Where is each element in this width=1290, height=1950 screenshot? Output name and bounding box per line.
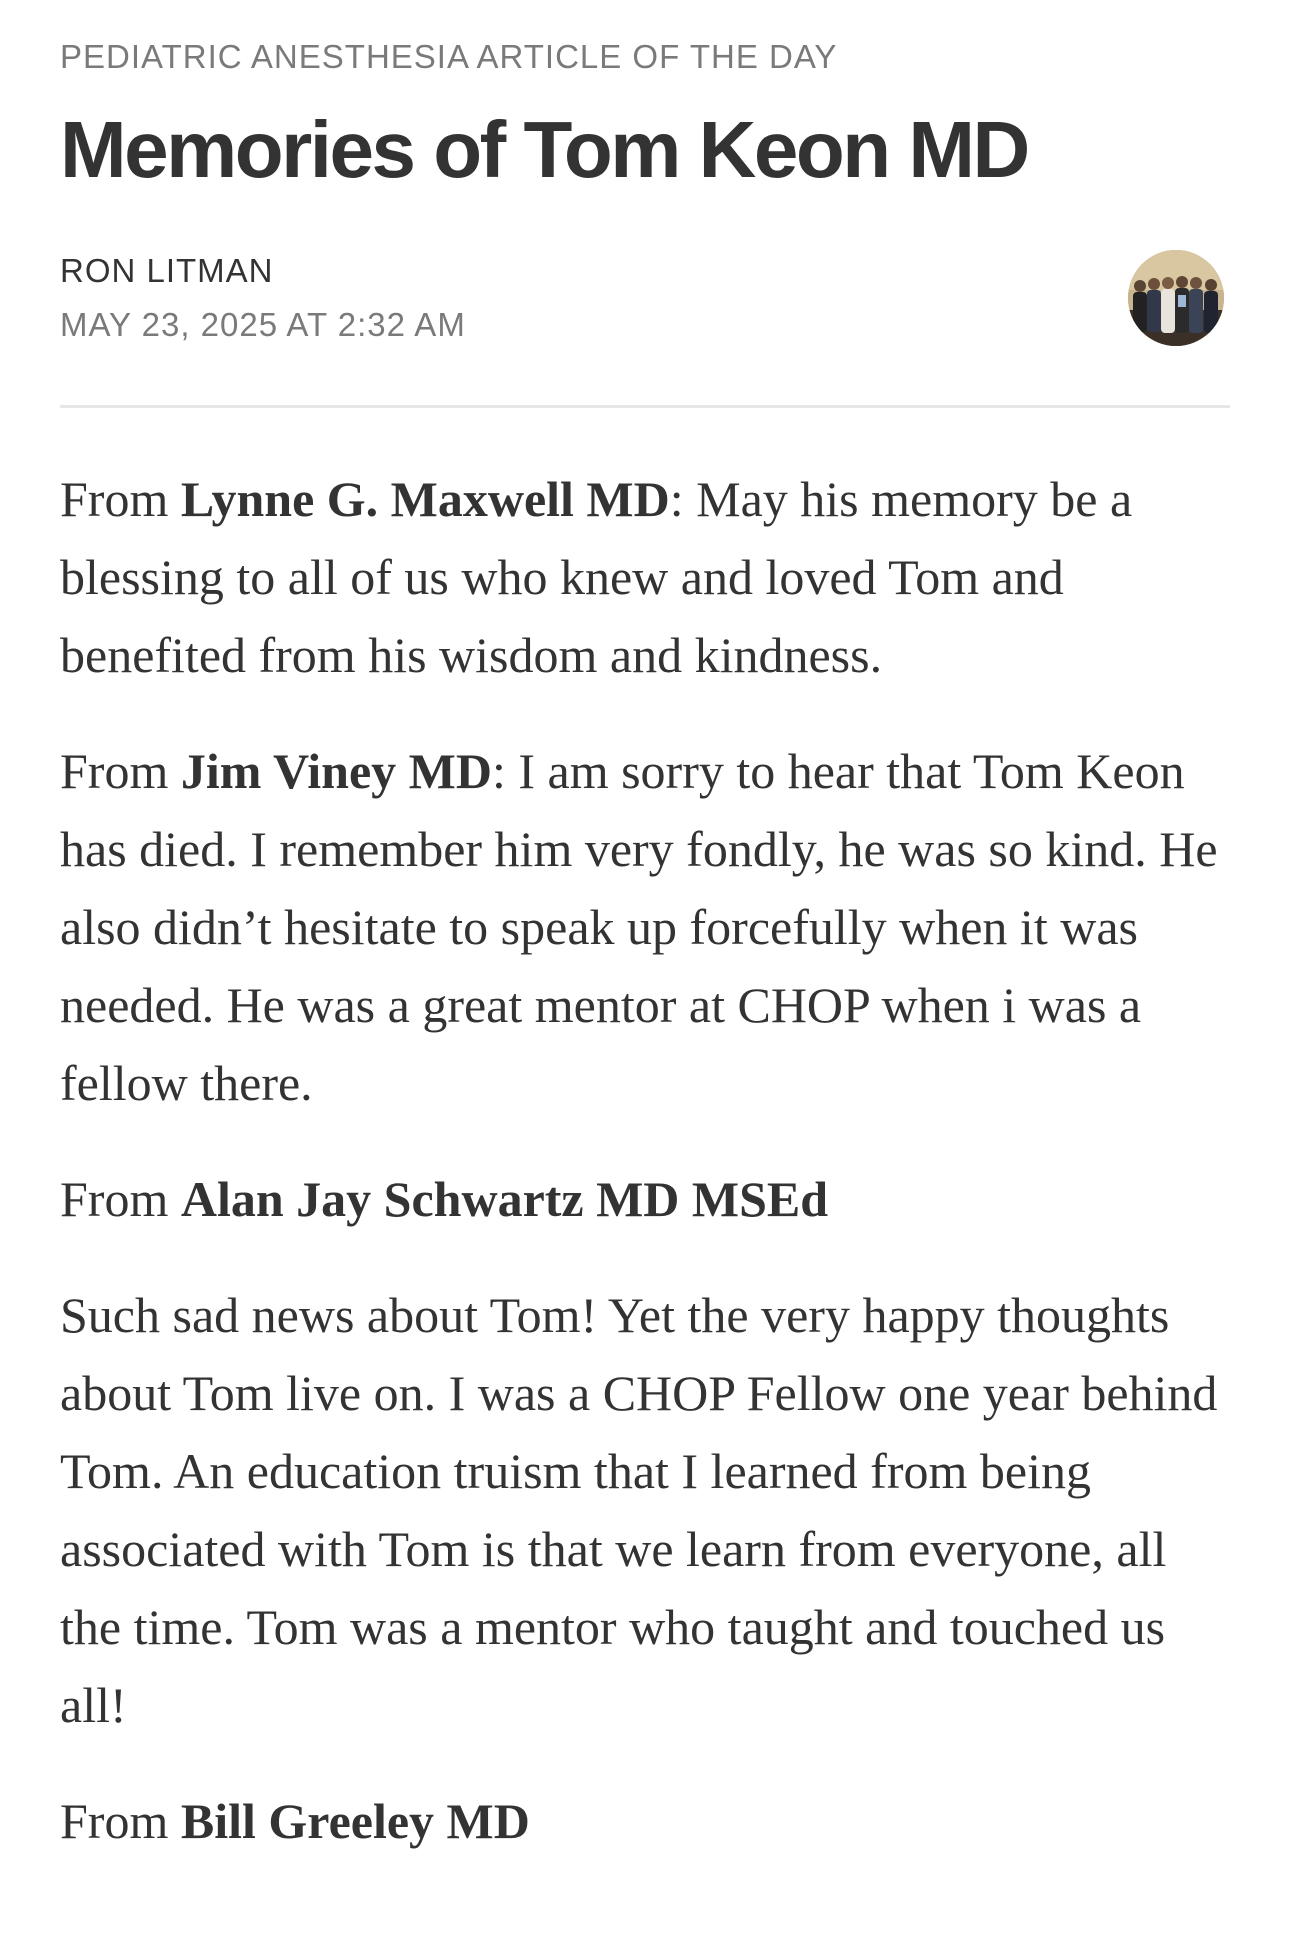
comment-author: Bill Greeley MD (180, 1793, 530, 1849)
comment-prefix: From (60, 1793, 181, 1849)
comment-text: : May his memory be a blessing to all of us who knew and loved Tom and benefited from his wisdom and kindness. (60, 471, 1133, 683)
author-name[interactable]: RON LITMAN (60, 252, 274, 289)
comment-author: Alan Jay Schwartz MD MSEd (180, 1171, 829, 1227)
comment-prefix: From (60, 471, 181, 527)
comment-text: : I am sorry to hear that Tom Keon has died. I remember him very fondly, he was so kind. He also didn’t hesitate to speak up forcefully when it was needed. He was a great mentor at CHOP when i was a fellow there. (60, 743, 1218, 1111)
header-divider (60, 405, 1230, 408)
group-photo-icon (1128, 250, 1224, 346)
article-title: Memories of Tom Keon MD (60, 105, 1028, 194)
comment-paragraph (60, 460, 1230, 694)
publish-date: MAY 23, 2025 AT 2:32 AM (60, 306, 466, 343)
comment-author: Jim Viney MD (180, 743, 492, 799)
comment-text: Such sad news about Tom! Yet the very happy thoughts about Tom live on. I was a CHOP Fellow one year behind Tom. An education truism that I learned from being associated with Tom is that we learn from everyone, all the time. Tom was a mentor who taught and touched us all! (60, 1287, 1218, 1733)
comment-prefix: From (60, 743, 181, 799)
author-avatar[interactable] (1128, 250, 1224, 346)
comment-paragraph (60, 732, 1230, 1122)
comment-paragraph (60, 1782, 1230, 1860)
article-kicker[interactable]: PEDIATRIC ANESTHESIA ARTICLE OF THE DAY (60, 38, 838, 75)
comment-author: Lynne G. Maxwell MD (180, 471, 670, 527)
comment-paragraph (60, 1276, 1230, 1744)
article-body (60, 460, 1230, 1898)
comment-prefix: From (60, 1171, 181, 1227)
comment-paragraph (60, 1160, 1230, 1238)
